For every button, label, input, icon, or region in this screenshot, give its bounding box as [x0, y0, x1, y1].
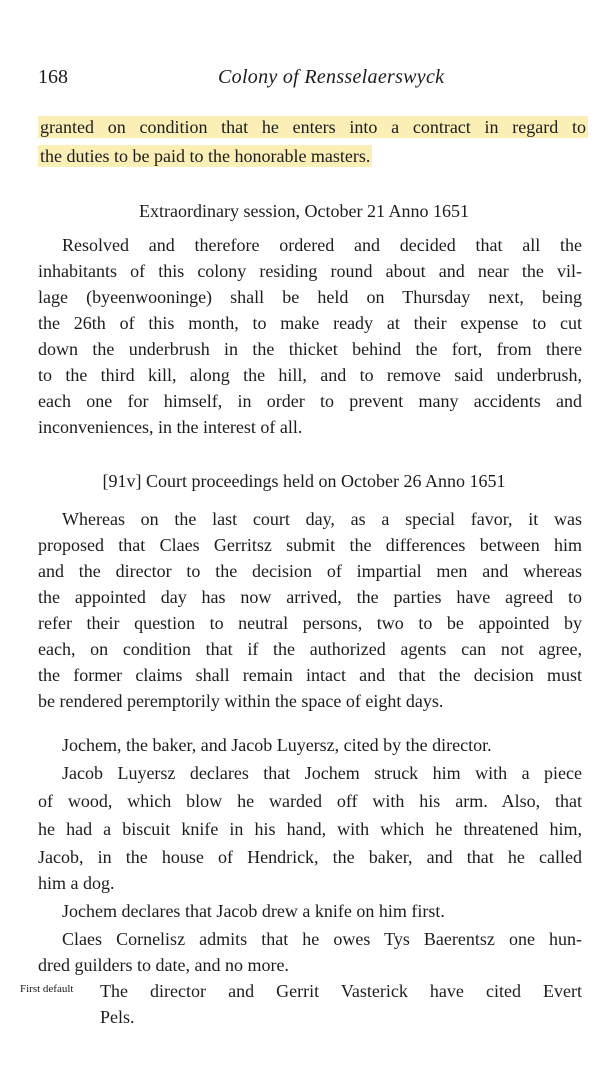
paragraph-line: proposed that Claes Gerritsz submit the differences between him: [38, 535, 582, 555]
section-heading: Extraordinary session, October 21 Anno 1651: [139, 201, 469, 221]
paragraph-line: Pels.: [100, 1007, 135, 1027]
paragraph-line: inconveniences, in the interest of all.: [38, 417, 303, 437]
marginal-note: First default: [20, 983, 74, 995]
paragraph-line: the appointed day has now arrived, the parties have agreed to: [38, 587, 582, 607]
continuation-line: [38, 143, 372, 169]
continuation-line: [38, 114, 588, 140]
paragraph-line: he had a biscuit knife in his hand, with which he threatened him,: [38, 819, 582, 839]
paragraph-line: Jacob Luyersz declares that Jochem struck him with a piece: [62, 763, 582, 783]
paragraph-line: of wood, which blow he warded off with his arm. Also, that: [38, 791, 582, 811]
paragraph-line: refer their question to neutral persons, two to be appointed by: [38, 613, 582, 633]
section-heading: [91v] Court proceedings held on October 26 Anno 1651: [102, 471, 506, 491]
paragraph-line: Whereas on the last court day, as a special favor, it was: [62, 509, 582, 529]
paragraph-line: each, on condition that if the authorized agents can not agree,: [38, 639, 582, 659]
paragraph-line: dred guilders to date, and no more.: [38, 955, 289, 975]
paragraph-line: to the third kill, along the hill, and to remove said underbrush,: [38, 365, 582, 385]
running-head: [38, 66, 586, 96]
paragraph-line: be rendered peremptorily within the space of eight days.: [38, 691, 444, 711]
paragraph-line: Jacob, in the house of Hendrick, the baker, and that he called: [38, 847, 582, 867]
paragraph-line: Jochem, the baker, and Jacob Luyersz, cited by the director.: [62, 735, 492, 755]
paragraph-line: Claes Cornelisz admits that he owes Tys Baerentsz one hun-: [62, 929, 582, 949]
running-title: Colony of Rensselaerswyck: [218, 66, 445, 88]
paragraph-line: him a dog.: [38, 873, 115, 893]
highlighted-text: granted on condition that he enters into a contract in regard to: [40, 117, 586, 137]
highlighted-text: the duties to be paid to the honorable masters.: [40, 146, 371, 166]
paragraph-line: and the director to the decision of impartial men and whereas: [38, 561, 582, 581]
paragraph-line: Jochem declares that Jacob drew a knife on him first.: [62, 901, 445, 921]
paragraph-line: each one for himself, in order to prevent many accidents and: [38, 391, 582, 411]
paragraph-line: Resolved and therefore ordered and decided that all the: [62, 235, 582, 255]
paragraph-line: the former claims shall remain intact and that the decision must: [38, 665, 582, 685]
page-number: 168: [38, 66, 68, 88]
paragraph-line: inhabitants of this colony residing round about and near the vil-: [38, 261, 582, 281]
paragraph-line: down the underbrush in the thicket behind the fort, from there: [38, 339, 582, 359]
paragraph-line: the 26th of this month, to make ready at their expense to cut: [38, 313, 582, 333]
paragraph-line: lage (byeenwooninge) shall be held on Thursday next, being: [38, 287, 582, 307]
paragraph-line: The director and Gerrit Vasterick have cited Evert: [100, 981, 582, 1001]
